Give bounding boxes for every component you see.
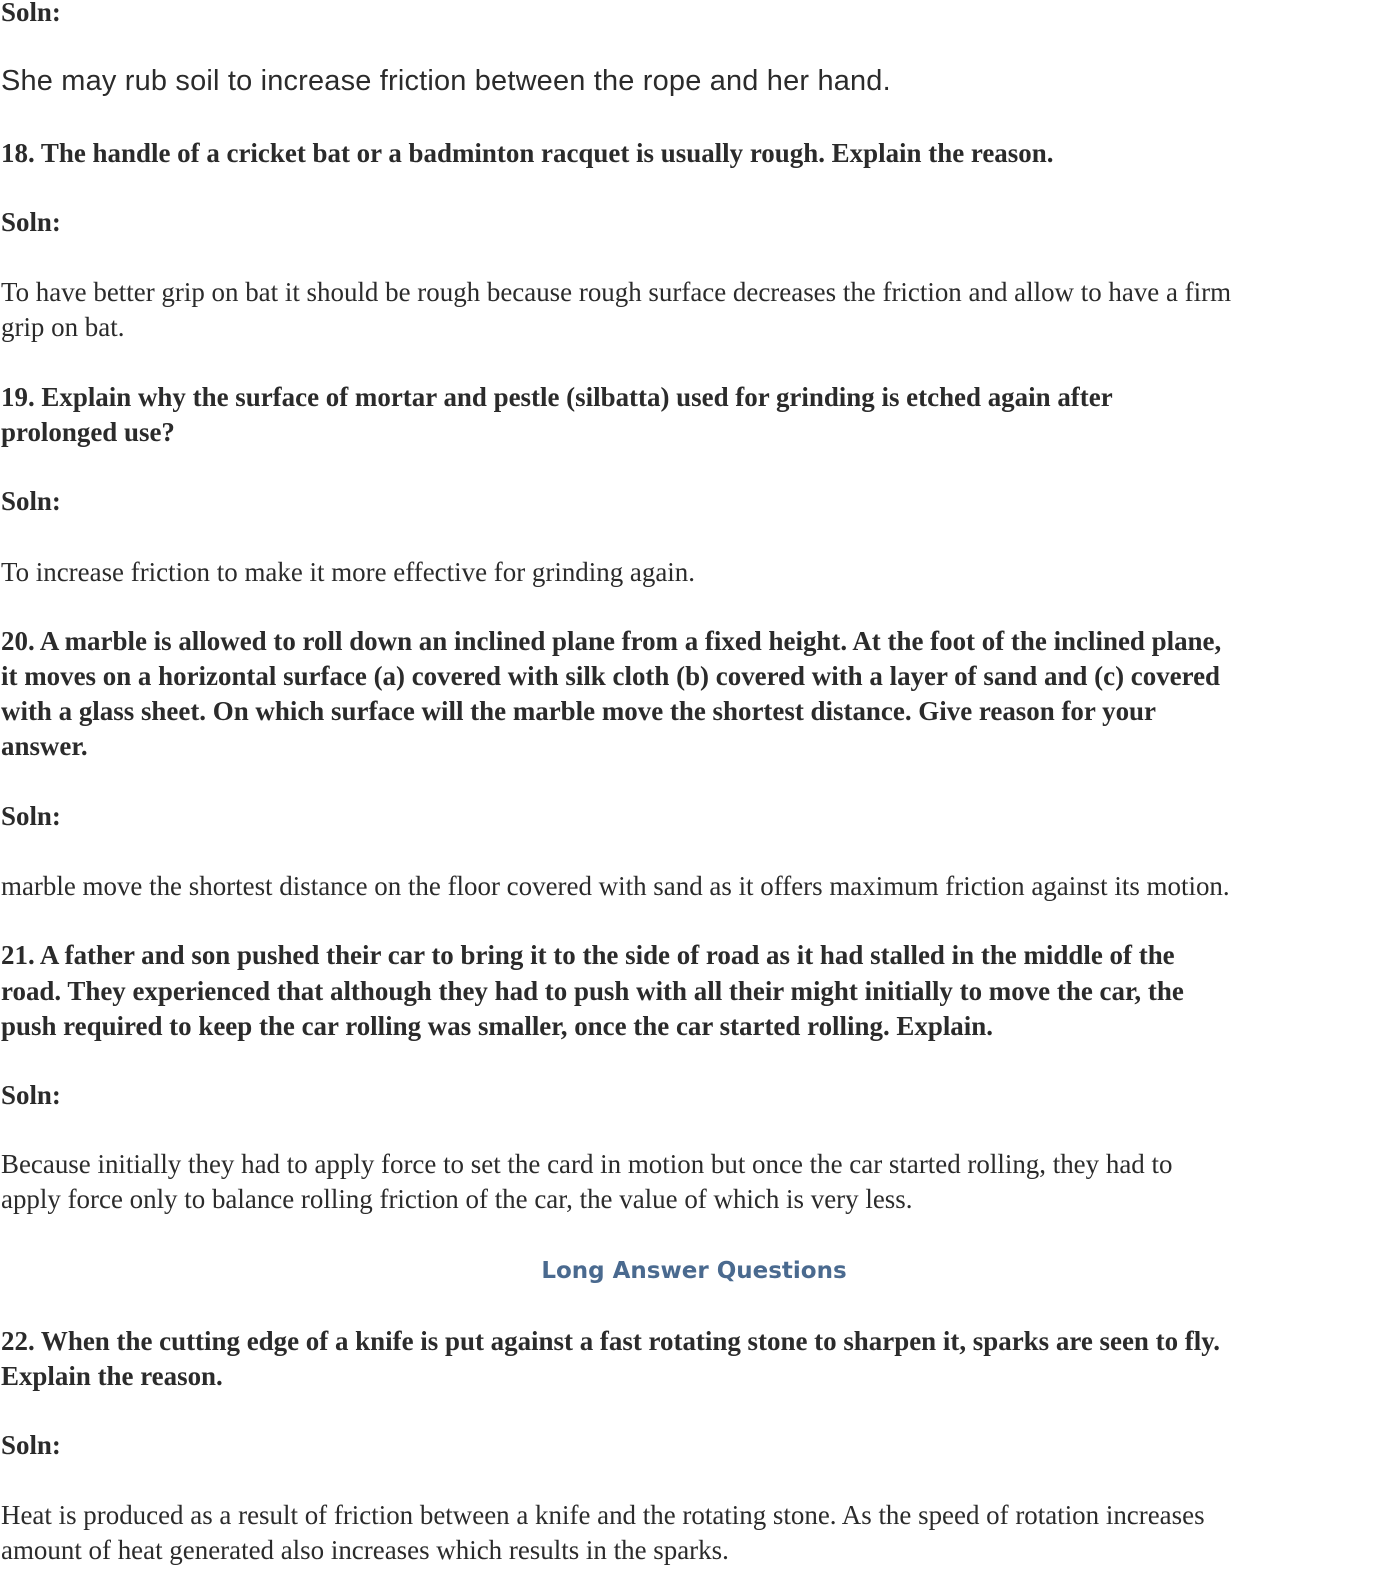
answer-21-text: Because initially they had to apply force to set the card in motion but once the car started rolling, they had to xyxy=(1,1149,1173,1179)
answer-18-text: grip on bat. xyxy=(1,312,125,342)
question-20-text: 20. A marble is allowed to roll down an inclined plane from a fixed height. At the foot of the inclined plane, xyxy=(1,626,1222,656)
question-21-text: road. They experienced that although they had to push with all their might initially to move the car, the xyxy=(1,976,1184,1006)
solution-label: Soln: xyxy=(1,801,61,831)
question-22-text: 22. When the cutting edge of a knife is put against a fast rotating stone to sharpen it, sparks are seen to fly. xyxy=(1,1326,1220,1356)
question-19-text: 19. Explain why the surface of mortar and pestle (silbatta) used for grinding is etched again after xyxy=(1,382,1113,412)
question-22-text: Explain the reason. xyxy=(1,1361,223,1391)
answer-20-text: marble move the shortest distance on the floor covered with sand as it offers maximum friction against its motion. xyxy=(1,871,1230,901)
question-21-text: 21. A father and son pushed their car to bring it to the side of road as it had stalled in the middle of the xyxy=(1,940,1175,970)
answer-21-text: apply force only to balance rolling friction of the car, the value of which is very less. xyxy=(1,1184,913,1214)
answer-18-text: To have better grip on bat it should be rough because rough surface decreases the friction and allow to have a firm xyxy=(1,277,1232,307)
answer-19-text: To increase friction to make it more effective for grinding again. xyxy=(1,557,695,587)
answer-22-text: Heat is produced as a result of friction between a knife and the rotating stone. As the speed of rotation increases xyxy=(1,1500,1205,1530)
question-20-text: with a glass sheet. On which surface will the marble move the shortest distance. Give reason for your xyxy=(1,696,1156,726)
solution-label: Soln: xyxy=(1,0,61,27)
question-20-text: it moves on a horizontal surface (a) covered with silk cloth (b) covered with a layer of sand and (c) covered xyxy=(1,661,1221,691)
answer-17-text: She may rub soil to increase friction between the rope and her hand. xyxy=(1,65,891,97)
question-18-text: 18. The handle of a cricket bat or a badminton racquet is usually rough. Explain the reason. xyxy=(1,138,1054,168)
answer-22-text: amount of heat generated also increases which results in the sparks. xyxy=(1,1535,729,1565)
question-19-text: prolonged use? xyxy=(1,417,175,447)
solution-label: Soln: xyxy=(1,207,61,237)
solution-label: Soln: xyxy=(1,1430,61,1460)
solution-label: Soln: xyxy=(1,1080,61,1110)
section-heading: Long Answer Questions xyxy=(541,1258,847,1284)
question-21-text: push required to keep the car rolling was smaller, once the car started rolling. Explain. xyxy=(1,1011,993,1041)
solution-label: Soln: xyxy=(1,486,61,516)
question-20-text: answer. xyxy=(1,731,88,761)
